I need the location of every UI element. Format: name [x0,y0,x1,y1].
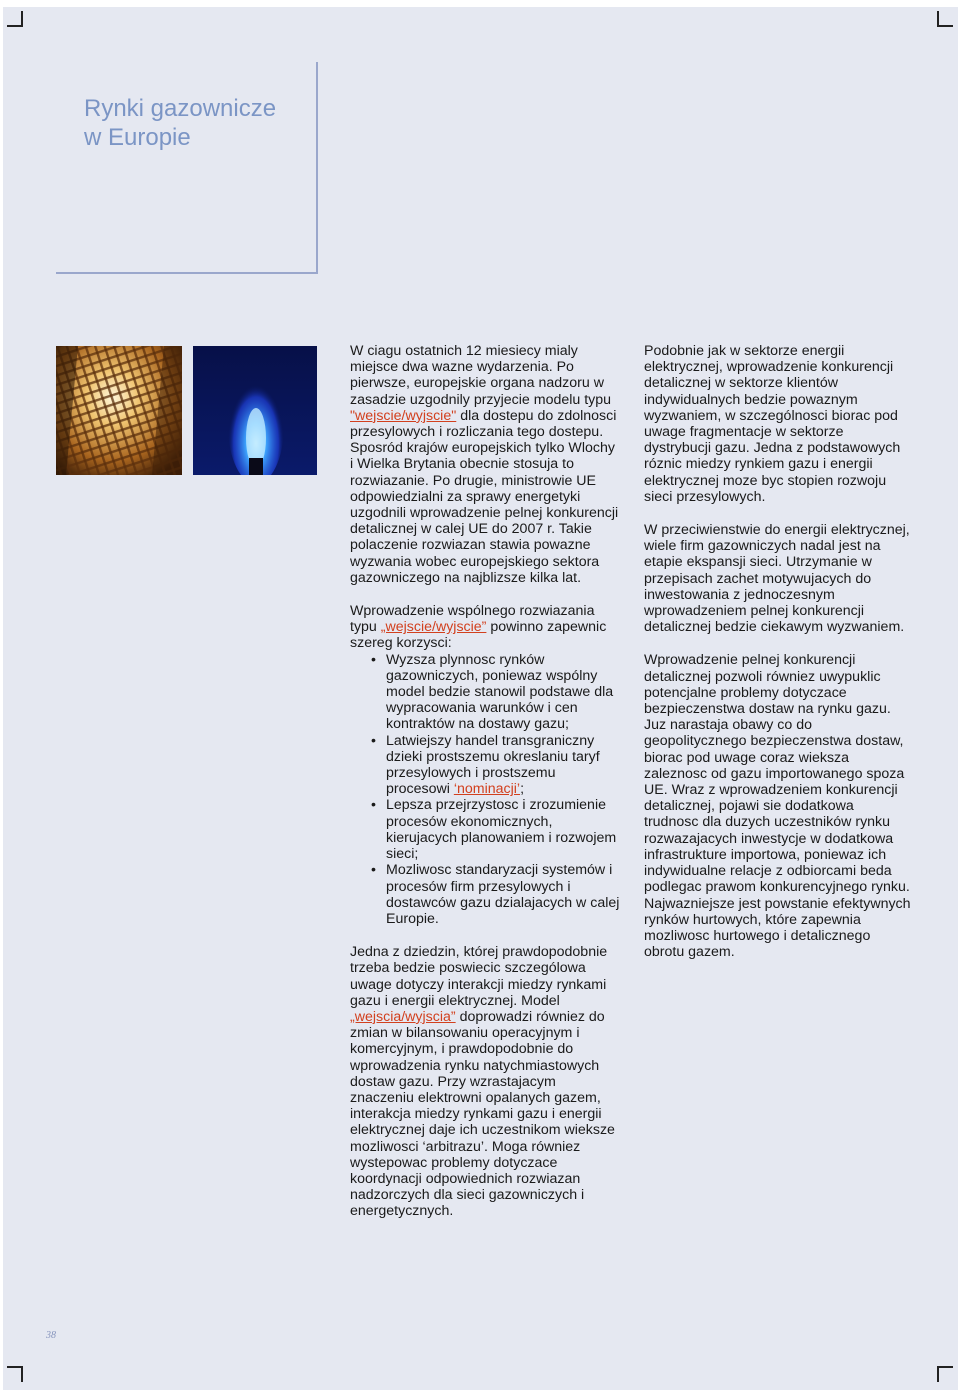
list-item [368,652,620,733]
paragraph-1-text-a: W ciagu ostatnich 12 miesiecy mialy miejsce dwa wazne wydarzenia. Po pierwsze, europejskie organa nadzoru w zasadzie uzgodnily przyjecie modelu typu [350,343,612,408]
paragraph-3 [350,944,620,1219]
text-column-left [350,343,620,1237]
benefits-list [368,652,620,927]
page-title-line-2: w Europie [84,124,191,151]
page-number: 38 [46,1330,56,1341]
paragraph-3-text-a: Jedna z dziedzin, której prawdopodobnie trzeba bedzie poswiecic szczególowa uwage dotyczy interakcji miedzy rynkami gazu i energii elektrycznej. Model [350,944,608,1009]
paragraph-2-text-b: powinno zapewnic szereg korzysci: [350,619,607,652]
gas-burner-grid-photo [56,346,182,475]
paragraph-2-text-a: Wprowadzenie wspólnego rozwiazania typu [350,603,595,636]
paragraph-5: W przeciwienstwie do energii elektrycznej, wiele firm gazowniczych nadal jest na etapie ekspansji sieci. Utrzymanie w przepisach zachet motywujacych do inwestowania z jednoczesnym wprowadzeniem pelnej konkurencji detalicznej bedzie ciekawym wyzwaniem. [644,522,910,636]
list-item [368,862,620,927]
list-item-text-end: ; [520,781,525,798]
link-nominacji[interactable]: ‘nominacji’ [453,781,521,798]
page-title-line-1: Rynki gazownicze [84,95,277,122]
list-item-text: Mozliwosc standaryzacji systemów i procesów firm przesylowych i dostawców gazu dzialajacych w calej Europie. [386,862,620,927]
paragraph-2 [350,603,620,652]
list-item-text: Latwiejszy handel transgraniczny dzieki prostszemu okreslaniu taryf przesylowych i prostszemu procesowi [386,732,600,798]
link-wejscie-wyjscie-2[interactable]: „wejscie/wyjscie” [380,619,487,636]
link-wejscia-wyjscia[interactable]: „wejscia/wyjscia” [350,1008,456,1025]
page-title [84,94,276,152]
list-item-text: Wyzsza plynnosc rynków gazowniczych, poniewaz wspólny model bedzie stanowil podstawe dla wypracowania warunków i cen kontraktów na dostawy gazu; [386,651,614,733]
paragraph-3-text-b: doprowadzi równiez do zmian w bilansowaniu operacyjnym i komercyjnym, i prawdopodobnie do wprowadzenia rynku natychmiastowych dostaw gazu. Przy wzrastajacym znaczeniu elektrowni opalanych gazem, interakcja miedzy rynkami gazu i energii elektrycznej daje ich uczestnikom wieksze mozliwosci ‘arbitrazu’. Moga równiez wystepowac problemy dotyczace koordynacji odpowiednich rozwiazan nadzorczych dla sieci gazowniczych i energetycznych. [350,1008,615,1220]
list-item [368,733,620,798]
paragraph-1-text-b: dla dostepu do zdolnosci przesylowych i rozliczania tego dostepu. Sposród krajów europejskich tylko Wlochy i Wielka Brytania obecnie stosuja to rozwiazanie. Po drugie, ministrowie UE odpowiedzialni za sprawy energetyki uzgodnili wprowadzenie pelnej konkurencji detalicznej w calej UE do 2007 r. Takie polaczenie rozwiazan stawia powazne wyzwania wobec europejskiego sektora gazowniczego na najblizsze kilka lat. [350,407,619,586]
text-column-right [644,343,912,977]
link-wejscie-wyjscie-1[interactable]: "wejscie/wyjscie" [350,407,457,424]
paragraph-6: Wprowadzenie pelnej konkurencji detalicznej pozwoli równiez uwypuklic potencjalne problemy dotyczace bezpieczenstwa dostaw na rynku gazu. Juz narastaja obawy co do geopolitycznego bezpieczenstwa dostaw, biorac pod uwage coraz wieksza zaleznosc od gazu importowanego spoza UE. Wraz z wprowadzeniem konkurencji detalicznej, pojawi sie dodatkowa trudnosc dla duzych uczestników rynku rozwazajacych inwestycje w dodatkowa infrastrukture importowa, poniewaz ich indywidualne relacje z odbiorcami beda podlegac prawom konkurencyjnego rynku. Najwazniejsze jest powstanie efektywnych rynków hurtowych, które zapewnia mozliwosc hurtowego i detalicznego obrotu gazem. [644,652,911,961]
list-item [368,797,620,862]
paragraph-1 [350,343,620,586]
paragraph-4: Podobnie jak w sektorze energii elektrycznej, wprowadzenie konkurencji detalicznej w sektorze klientów indywidualnych bedzie powaznym wyzwaniem, w szczególnosci biorac pod uwage fragmentacje w sektorze dystrybucji gazu. Jedna z podstawowych róznic miedzy rynkiem gazu i energii elektrycznej moze byc stopien rozwoju sieci przesylowych. [644,343,901,505]
blue-gas-flame-photo [193,346,317,475]
list-item-text: Lepsza przejrzystosc i zrozumienie procesów ekonomicznych, kierujacych planowaniem i rozwojem sieci; [386,797,617,863]
